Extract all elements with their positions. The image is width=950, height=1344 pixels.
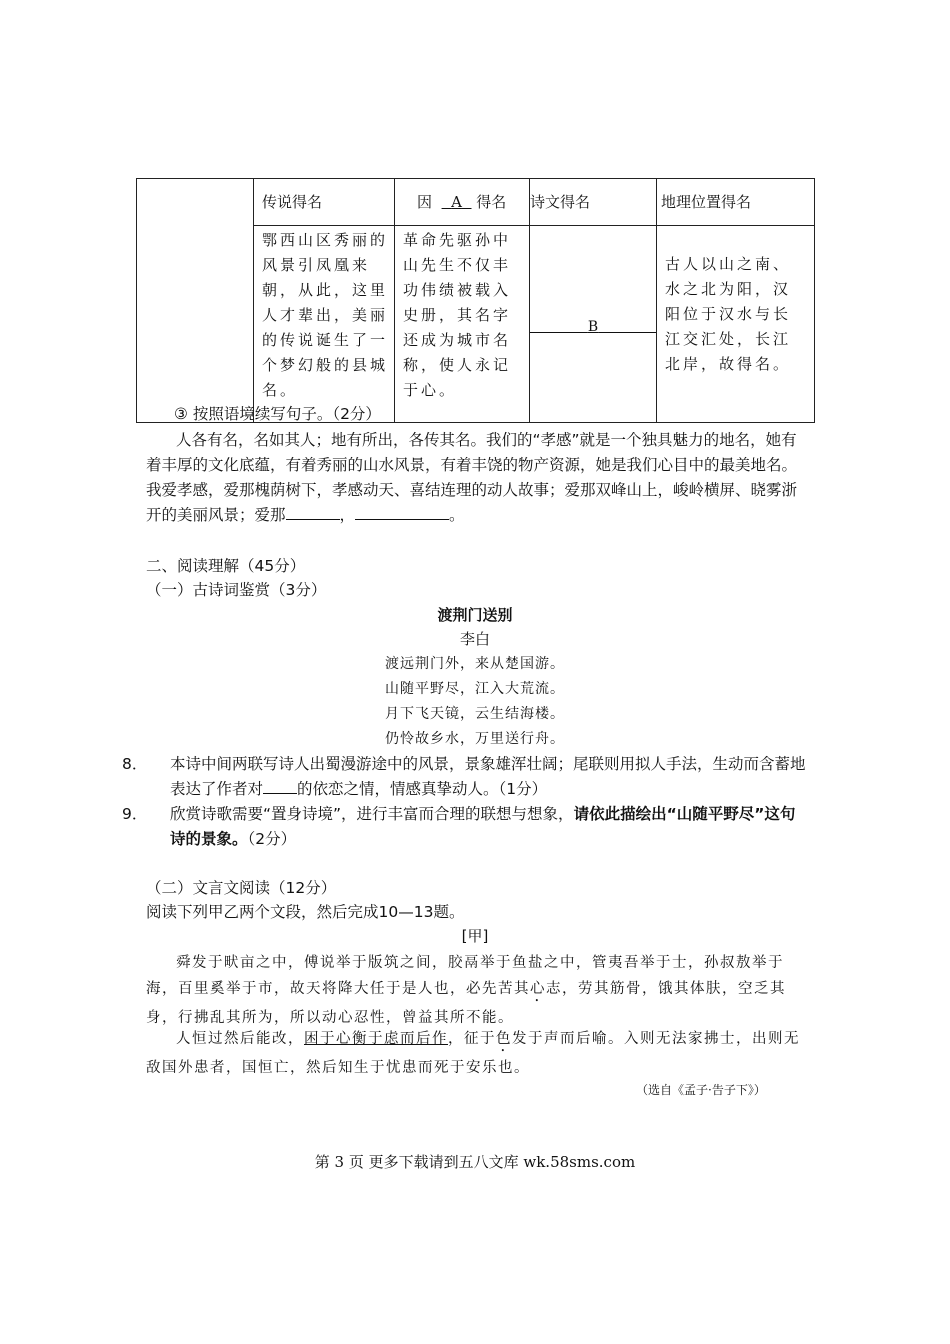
section-poetry-title: （一）古诗词鉴赏（3分） (146, 581, 327, 599)
cell-legend-text: 鄂西山区秀丽的风景引凤凰来朝，从此，这里人才辈出，美丽的传说诞生了一个梦幻般的县城名。 (254, 226, 395, 423)
classical-paragraph-1: 舜发于畎亩之中，傅说举于版筑之间，胶鬲举于鱼盐之中，管夷吾举于士，孙叔敖举于海，百里奚举于市，故天将降大任于是人也，必先苦其心志，劳其筋骨，饿其体肤，空乏其身，行拂乱其所为，所以动心忍性，曾益其所不能。 (146, 955, 786, 1026)
poem-title: 渡荆门送别 (437, 606, 513, 624)
place-name-table (136, 178, 815, 423)
underlined-sentence: 困于心衡于虑而后作 (304, 1031, 448, 1047)
header-because: 因 A 得名 (395, 179, 530, 226)
classical-source: （选自《孟子·告子下》） (636, 1083, 766, 1097)
page-footer: 第 3 页 更多下载请到五八文库 wk.58sms.com (314, 1153, 636, 1171)
question-8: 8． 本诗中间两联写诗人出蜀漫游途中的风景，景象雄浑壮阔；尾联则用拟人手法，生动而含蓄地表达了作者对 的依恋之情，情感真挚动人。（1分） (122, 755, 806, 798)
blank-b[interactable]: B (587, 319, 599, 335)
cell-person-text: 革命先驱孙中山先生不仅丰功伟绩被载入史册，其名字还成为城市名称，使人永记于心。 (395, 226, 530, 423)
classical-instruction: 阅读下列甲乙两个文段，然后完成10—13题。 (146, 903, 465, 921)
poem-line-2: 山随平野尽，江入大荒流。 (385, 681, 565, 697)
section-classical-title: （二）文言文阅读（12分） (146, 879, 337, 897)
blank-a[interactable]: A (451, 193, 462, 211)
cell-blank-b (530, 226, 657, 423)
poem-line-3: 月下飞天镜，云生结海楼。 (385, 706, 565, 722)
header-poem: 诗文得名 (530, 179, 657, 226)
table-empty-cell (137, 179, 254, 423)
section-reading-title: 二、阅读理解（45分） (146, 557, 306, 575)
question-9: 9． 欣赏诗歌需要“置身诗境”，进行丰富而合理的联想与想象，请依此描绘出“山随平野尽”这句诗的景象。（2分） (122, 805, 796, 848)
q8-blank[interactable] (263, 777, 297, 794)
q3-paragraph: 人各有名，名如其人；地有所出，各传其名。我们的“孝感”就是一个独具魅力的地名，她有着丰厚的文化底蕴，有着秀丽的山水风景，有着丰饶的物产资源，她是我们心目中的最美地名。我爱孝感，爱那槐荫树下，孝感动天、喜结连理的动人故事；爱那双峰山上，峻岭横屏、晓雾浙开的美丽风景；爱那 ， 。 (146, 431, 798, 524)
classical-paragraph-2: 人恒过然后能改，困于心衡于虑而后作，征于色发于声而后喻。入则无法家拂士，出则无敌国外患者，国恒亡，然后知生于忧患而死于安乐也。 (146, 1031, 800, 1076)
cell-geography-text: 古人以山之南、水之北为阳，汉阳位于汉水与长江交汇处，长江北岸，故得名。 (657, 226, 815, 423)
answer-blank-1[interactable] (286, 503, 340, 520)
poem-author: 李白 (459, 630, 490, 648)
text-label-jia: [甲] (461, 927, 489, 945)
header-legend: 传说得名 (254, 179, 395, 226)
poem-line-4: 仍怜故乡水，万里送行舟。 (385, 731, 565, 747)
header-geography: 地理位置得名 (657, 179, 815, 226)
q3-title: ③ 按照语境续写句子。（2分） (174, 405, 381, 423)
poem-line-1: 渡远荆门外，来从楚国游。 (385, 656, 565, 672)
answer-blank-2[interactable] (355, 503, 449, 520)
